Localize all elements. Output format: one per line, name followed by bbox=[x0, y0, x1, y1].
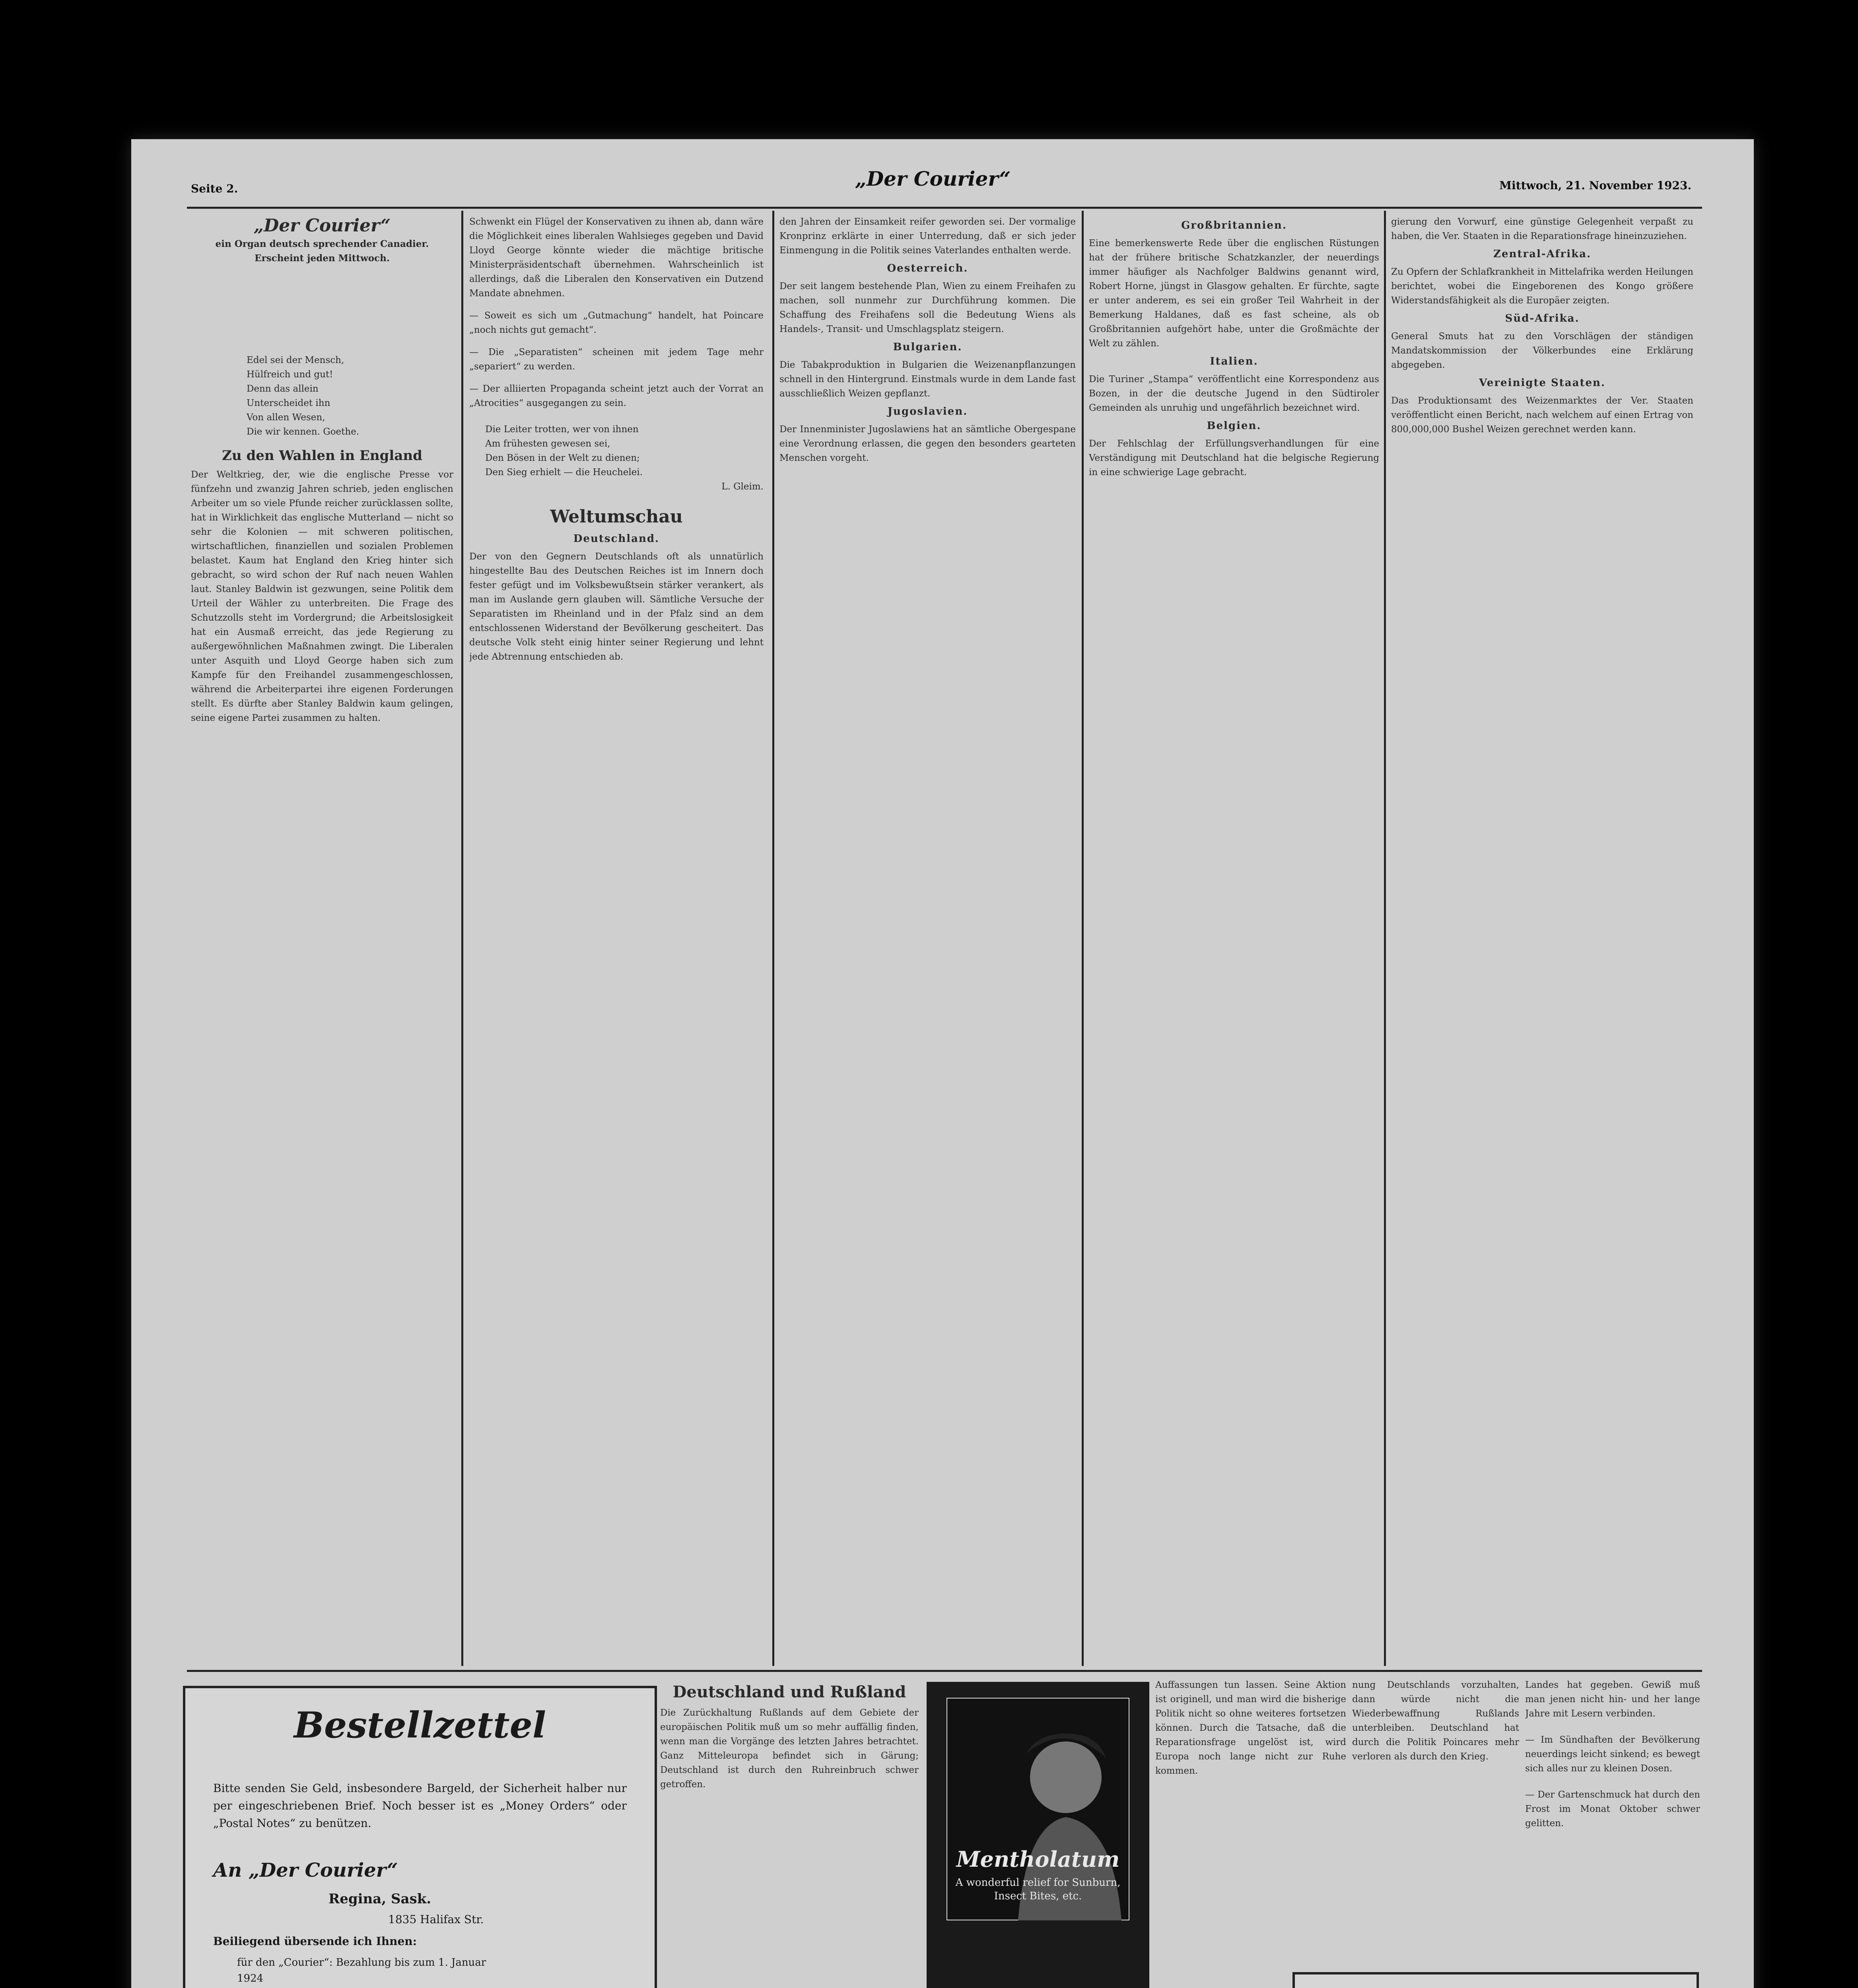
subsection-title: Italien. bbox=[1210, 355, 1258, 367]
subsection-title: Zentral-Afrika. bbox=[1493, 248, 1592, 260]
order-form bbox=[183, 1686, 657, 1988]
section-rule bbox=[187, 1670, 1702, 1672]
column-rule bbox=[461, 211, 463, 1666]
poem-line: Die Leiter trotten, wer von ihnen bbox=[485, 424, 639, 435]
column-rule bbox=[1082, 211, 1084, 1666]
col2-quote: — Soweit es sich um „Gutmachung“ handelt, hat Poincare „noch nichts gut gemacht“. bbox=[469, 311, 764, 335]
mentholatum-ad bbox=[927, 1682, 1149, 1988]
col5-body: Zu Opfern der Schlafkrankheit in Mittelafrika werden Heilungen berichtet, wobei die Eingeborenen des Kongo größere Widerstandsfähigkeit als die Europäer zeigten. bbox=[1391, 267, 1693, 306]
order-form-street: 1835 Halifax Str. bbox=[388, 1913, 484, 1926]
poem-line: Von allen Wesen, bbox=[247, 412, 325, 423]
col2-body: Der von den Gegnern Deutschlands oft als unnatürlich hingestellte Bau des Deutschen Reiches ist im Innern doch fester gefügt und im Volksbewußtsein stärker verankert, als man im Auslande gern glauben will. Sämtliche Versuche der Separatisten im Rheinland und in der Pfalz sind an dem entschlossenen Widerstand der Bevölkerung gescheitert. Das deutsche Volk steht einig hinter seiner Regierung und lehnt jede Abtrennung entschieden ab. bbox=[469, 551, 764, 662]
col4-body: Der Fehlschlag der Erfüllungsverhandlungen für eine Verständigung mit Deutschland hat die belgische Regierung in eine schwierige Lage gebracht. bbox=[1089, 439, 1379, 478]
article-title: Deutschland und Rußland bbox=[672, 1683, 906, 1701]
page-number: Seite 2. bbox=[191, 182, 238, 195]
column-rule bbox=[772, 211, 774, 1666]
newspaper-page bbox=[131, 139, 1754, 1988]
subsection-title: Belgien. bbox=[1207, 420, 1261, 432]
section-title: Weltumschau bbox=[550, 507, 683, 527]
col3-body: Der seit langem bestehende Plan, Wien zu einem Freihafen zu machen, soll nunmehr zur Durchführung kommen. Die Schaffung des Freihafens soll die Bedeutung Wiens als Handels-, Transit- und Umschlagsplatz steigern. bbox=[779, 281, 1076, 334]
col3-body: Der Innenminister Jugoslawiens hat an sämtliche Obergespane eine Verordnung erlassen, die gegen den besonders gearteten Menschen vorgeht. bbox=[779, 424, 1076, 463]
ad-brand: Mentholatum bbox=[956, 1846, 1120, 1872]
last-column bbox=[1525, 1678, 1700, 1968]
subsection-title: Jugoslavien. bbox=[887, 406, 968, 417]
poem-line: Die wir kennen. Goethe. bbox=[247, 427, 360, 437]
col1-masthead: „Der Courier“ bbox=[253, 215, 391, 236]
poem-line: Am frühesten gewesen sei, bbox=[485, 439, 610, 449]
poem-line: Den Bösen in der Welt zu dienen; bbox=[485, 453, 640, 463]
russia-body2: Auffassungen tun lassen. Seine Aktion ist originell, und man wird die bisherige Politik nicht so ohne weiteres fortsetzen können. Durch die Tatsache, daß die Reparationsfrage ungelöst ist, wird Europa noch lange nicht zur Ruhe kommen. bbox=[1155, 1680, 1346, 1776]
col2-poem bbox=[469, 422, 764, 494]
column-2 bbox=[469, 215, 764, 1662]
column-4 bbox=[1089, 215, 1379, 1662]
col1-tagline: ein Organ deutsch sprechender Canadier. bbox=[215, 239, 429, 249]
russia-body: Die Zurückhaltung Rußlands auf dem Gebiete der europäischen Politik muß um so mehr auffällig finden, wenn man die Vorgänge des letzten Jahres betrachtet. Ganz Mitteleuropa befindet sich in Gärung; Deutschland ist durch den Ruhreinbruch schwer getroffen. bbox=[660, 1708, 919, 1790]
subsection-title: Bulgarien. bbox=[893, 341, 962, 353]
last-item: — Der Gartenschmuck hat durch den Frost im Monat Oktober schwer gelitten. bbox=[1525, 1790, 1700, 1829]
order-form-line1: für den „Courier“: Bezahlung bis zum 1. Januar 1924 bbox=[237, 1957, 486, 1984]
poem-line: Hülfreich und gut! bbox=[247, 369, 333, 380]
poem-line: Den Sieg erhielt — die Heuchelei. bbox=[485, 467, 643, 478]
col5-body: Das Produktionsamt des Weizenmarktes der Ver. Staaten veröffentlicht einen Bericht, nach welchem auf einen Ertrag von 800,000,000 Bushel Weizen gerechnet werden kann. bbox=[1391, 396, 1693, 435]
order-form-city: Regina, Sask. bbox=[328, 1891, 431, 1907]
russia-continued bbox=[1155, 1678, 1346, 1988]
col2-quote: — Die „Separatisten“ scheinen mit jedem Tage mehr „separiert“ zu werden. bbox=[469, 347, 764, 372]
col1-poem bbox=[191, 353, 453, 439]
col4-body: Die Turiner „Stampa“ veröffentlicht eine Korrespondenz aus Bozen, in der die deutsche Jugend in den Südtiroler Gemeinden als unruhig und ungefährlich bezeichnet wird. bbox=[1089, 374, 1379, 413]
poem-line: Denn das allein bbox=[247, 384, 319, 394]
col2-text: Schwenkt ein Flügel der Konservativen zu ihnen ab, dann wäre die Möglichkeit eines liberalen Wahlsieges gegeben und David Lloyd George könnte wieder die mächtige britische Ministerpräsidentschaft übernehmen. Wahrscheinlich ist allerdings, daß die Liberalen den Konservativen ein Dutzend Mandate abnehmen. bbox=[469, 217, 764, 299]
order-form-intro: Bitte senden Sie Geld, insbesondere Bargeld, der Sicherheit halber nur per eingeschriebenen Brief. Noch besser ist es „Money Orders“ oder „Postal Notes“ zu benützen. bbox=[213, 1782, 627, 1830]
subsection-title: Großbritannien. bbox=[1181, 219, 1287, 231]
header-rule bbox=[187, 207, 1702, 209]
order-form-enclosed: Beiliegend übersende ich Ihnen: bbox=[213, 1935, 417, 1948]
column-rule bbox=[1384, 211, 1386, 1666]
last-body: Landes hat gegeben. Gewiß muß man jenen nicht hin- und her lange Jahre mit Lesern verbinden. bbox=[1525, 1680, 1700, 1719]
subsection-title: Deutschland. bbox=[573, 533, 660, 545]
col4-body: Eine bemerkenswerte Rede über die englischen Rüstungen hat der frühere britische Schatzkanzler, der neuerdings immer häufiger als Nachfolger Baldwins genannt wird, Robert Horne, jüngst in Glasgow gehalten. Er fürchte, sagte er unter anderem, es sei ein großer Teil Wahrheit in der Bemerkung Haldanes, daß es fast scheine, als ob Großbritannien aufgehört habe, unter die Großmächte der Welt zu zählen. bbox=[1089, 238, 1379, 349]
article-body: Der Weltkrieg, der, wie die englische Presse vor fünfzehn und zwanzig Jahren schrieb, jeden englischen Arbeiter um so viele Pfunde reicher zurücklassen sollte, hat in Wirklichkeit das englische Mutterland — nicht so sehr die Kolonien — mit schweren politischen, wirtschaftlichen, finanziellen und sozialen Problemen belastet. Kaum hat England den Krieg hinter sich gebracht, so wird schon der Ruf nach neuen Wahlen laut. Stanley Baldwin ist gezwungen, seine Politik dem Urteil der Wähler zu unterbreiten. Die Frage des Schutzzolls steht im Vordergrund; die Arbeitslosigkeit hat ein Ausmaß erreicht, das jede Regierung zu außergewöhnlichen Maßnahmen zwingt. Die Liberalen unter Asquith und Lloyd George haben sich zum Kampfe für den Freihandel zusammengeschlossen, während die Arbeiterpartei ihre eigenen Forderungen stellt. Es dürfte aber Stanley Baldwin kaum gelingen, seine eigene Partei zusammen zu halten. bbox=[191, 470, 453, 723]
poem-line: Edel sei der Mensch, bbox=[247, 355, 344, 365]
subsection-title: Süd-Afrika. bbox=[1505, 313, 1580, 324]
russia-article bbox=[660, 1678, 919, 1988]
masthead: „Der Courier“ bbox=[855, 167, 1011, 190]
article-title: Zu den Wahlen in England bbox=[222, 448, 422, 464]
order-form-title: Bestellzettel bbox=[293, 1704, 546, 1746]
subsection-title: Vereinigte Staaten. bbox=[1479, 377, 1605, 389]
ad-tagline: A wonderful relief for Sunburn, Insect Bites, etc. bbox=[955, 1877, 1121, 1902]
poem-line: L. Gleim. bbox=[721, 481, 764, 492]
column-3 bbox=[779, 215, 1076, 1662]
column-1 bbox=[191, 215, 453, 1662]
poem-line: Unterscheidet ihn bbox=[247, 398, 330, 408]
russia-body3: nung Deutschlands vorzuhalten, dann würde nicht die Wiederbewaffnung Rußlands unterbleiben. Deutschland hat durch die Politik Poincares mehr verloren als durch den Krieg. bbox=[1352, 1680, 1519, 1762]
subsection-title: Oesterreich. bbox=[887, 262, 968, 274]
russia-continued-2 bbox=[1352, 1678, 1519, 1988]
column-5 bbox=[1391, 215, 1693, 1662]
last-item: — Im Sündhaften der Bevölkerung neuerdings leicht sinkend; es bewegt sich alles nur zu kleinen Dosen. bbox=[1525, 1735, 1700, 1774]
col2-quote: — Der alliierten Propaganda scheint jetzt auch der Vorrat an „Atrocities“ ausgegangen zu sein. bbox=[469, 384, 764, 408]
col3-body: den Jahren der Einsamkeit reifer geworden sei. Der vormalige Kronprinz erklärte in einer Unterredung, daß er sich jeder Einmengung in die Politik seines Vaterlandes enthalten werde. bbox=[779, 217, 1076, 256]
col5-body: gierung den Vorwurf, eine günstige Gelegenheit verpaßt zu haben, die Ver. Staaten in die Reparationsfrage hineinzuziehen. bbox=[1391, 217, 1693, 241]
creamery-ad bbox=[1292, 1972, 1699, 1988]
col5-body: General Smuts hat zu den Vorschlägen der ständigen Mandatskommission der Völkerbundes eine Erklärung abgegeben. bbox=[1391, 331, 1693, 370]
issue-date: Mittwoch, 21. November 1923. bbox=[1499, 179, 1692, 192]
col3-body: Die Tabakproduktion in Bulgarien die Weizenanpflanzungen schnell in den Hintergrund. Einstmals wurde in dem Lande fast ausschließlich Weizen gepflanzt. bbox=[779, 360, 1076, 399]
order-form-to: An „Der Courier“ bbox=[213, 1859, 398, 1881]
col1-issue: Erscheint jeden Mittwoch. bbox=[255, 253, 390, 264]
